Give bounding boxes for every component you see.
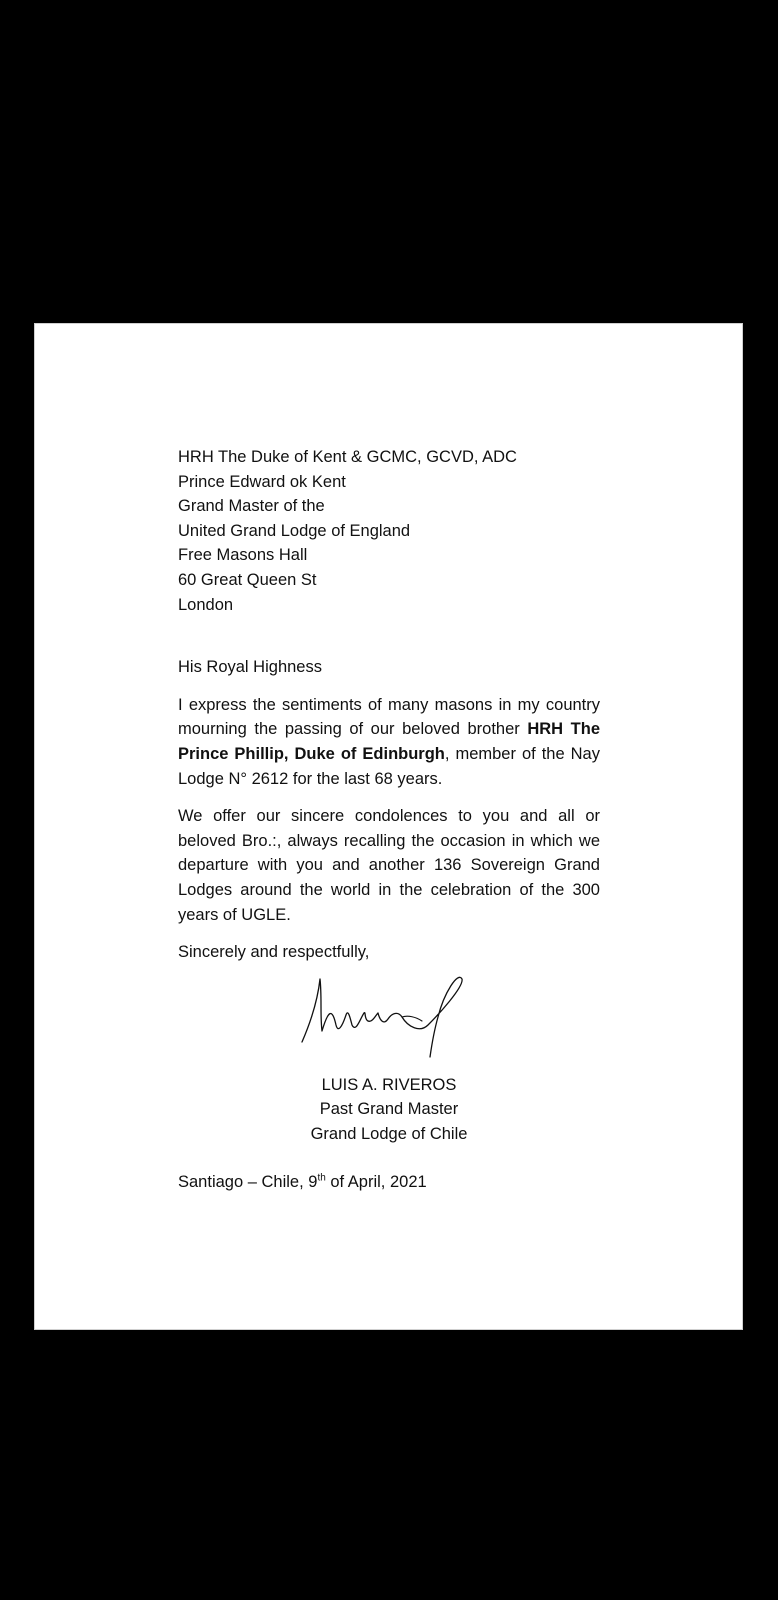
- signer-title: Past Grand Master: [319, 1100, 459, 1119]
- letter-page: [34, 323, 743, 1330]
- paragraph-condolence-1: [178, 693, 600, 791]
- closing-line: Sincerely and respectfully,: [178, 943, 370, 962]
- salutation: His Royal Highness: [178, 658, 322, 677]
- address-line-5: Free Masons Hall: [178, 546, 308, 565]
- signer-organization: Grand Lodge of Chile: [310, 1124, 468, 1143]
- address-line-7: London: [178, 595, 234, 614]
- paragraph-1-text-end: , member of the Nay Lodge N° 2612 for the last 68 years.: [178, 744, 600, 788]
- place-and-date: [178, 1170, 600, 1195]
- address-line-3: Grand Master of the: [178, 497, 325, 516]
- date-ordinal-suffix: th: [317, 1172, 326, 1184]
- signer-name: LUIS A. RIVEROS: [321, 1075, 457, 1094]
- paragraph-1-bold-name: HRH The Prince Phillip, Duke of Edinburgh: [178, 720, 601, 763]
- address-line-4: United Grand Lodge of England: [178, 521, 411, 540]
- handwritten-signature: [298, 967, 478, 1067]
- address-line-6: 60 Great Queen St: [178, 570, 317, 589]
- place-date-start: Santiago – Chile, 9: [178, 1173, 318, 1192]
- recipient-address: [178, 445, 600, 617]
- signer-block: [178, 1073, 600, 1147]
- place-date-end: of April, 2021: [325, 1173, 427, 1192]
- paragraph-condolence-2: We offer our sincere condolences to you and all or beloved Bro.:, always recalling the occasion in which we departure with you and another 136 Sovereign Grand Lodges around the world in the celebration of the 300 years of UGLE.: [178, 807, 600, 924]
- paragraph-1-text-start: I express the sentiments of many masons in my country mourning the passing of our beloved brother: [178, 695, 600, 739]
- signature-area: [178, 967, 600, 1067]
- letter-content: [178, 445, 600, 1195]
- address-line-1: HRH The Duke of Kent & GCMC, GCVD, ADC: [178, 448, 517, 466]
- address-line-2: Prince Edward ok Kent: [178, 472, 346, 491]
